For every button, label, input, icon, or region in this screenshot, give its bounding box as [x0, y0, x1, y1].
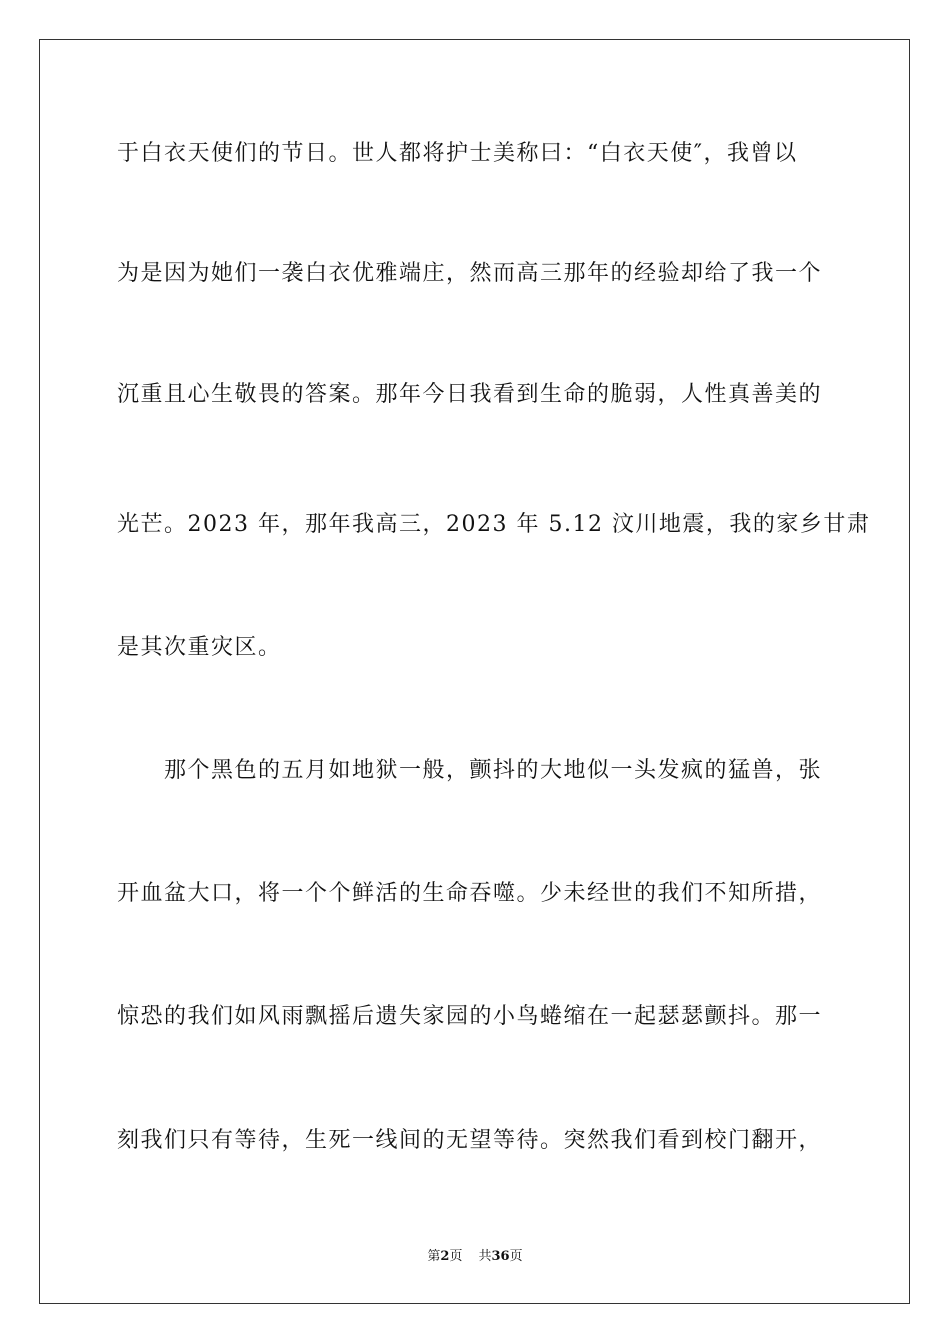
text-line-8: 惊恐的我们如风雨飘摇后遗失家园的小鸟蜷缩在一起瑟瑟颤抖。那一 [117, 1004, 823, 1029]
page-border [39, 39, 910, 1304]
text-line-6: 那个黑色的五月如地狱一般，颤抖的大地似一头发疯的猛兽，张 [117, 758, 823, 783]
page-footer [0, 1248, 950, 1266]
page-prefix: 第 [427, 1249, 441, 1264]
text-line-9: 刻我们只有等待，生死一线间的无望等待。突然我们看到校门翻开， [117, 1128, 823, 1153]
total-suffix: 页 [509, 1249, 523, 1264]
text-line-5: 是其次重灾区。 [117, 635, 282, 660]
page-number: 2 [440, 1249, 450, 1264]
page-suffix: 页 [449, 1249, 463, 1264]
text-line-4: 光芒。2023 年，那年我高三，2023 年 5.12 汶川地震，我的家乡甘肃 [117, 512, 871, 537]
total-prefix: 共 [478, 1249, 492, 1264]
total-pages: 36 [491, 1249, 510, 1264]
text-line-3: 沉重且心生敬畏的答案。那年今日我看到生命的脆弱，人性真善美的 [117, 382, 823, 407]
text-line-1: 于白衣天使们的节日。世人都将护士美称曰：“白衣天使″，我曾以 [117, 141, 798, 166]
text-line-7: 开血盆大口，将一个个鲜活的生命吞噬。少未经世的我们不知所措， [117, 881, 823, 906]
text-line-2: 为是因为她们一袭白衣优雅端庄，然而高三那年的经验却给了我一个 [117, 261, 823, 286]
